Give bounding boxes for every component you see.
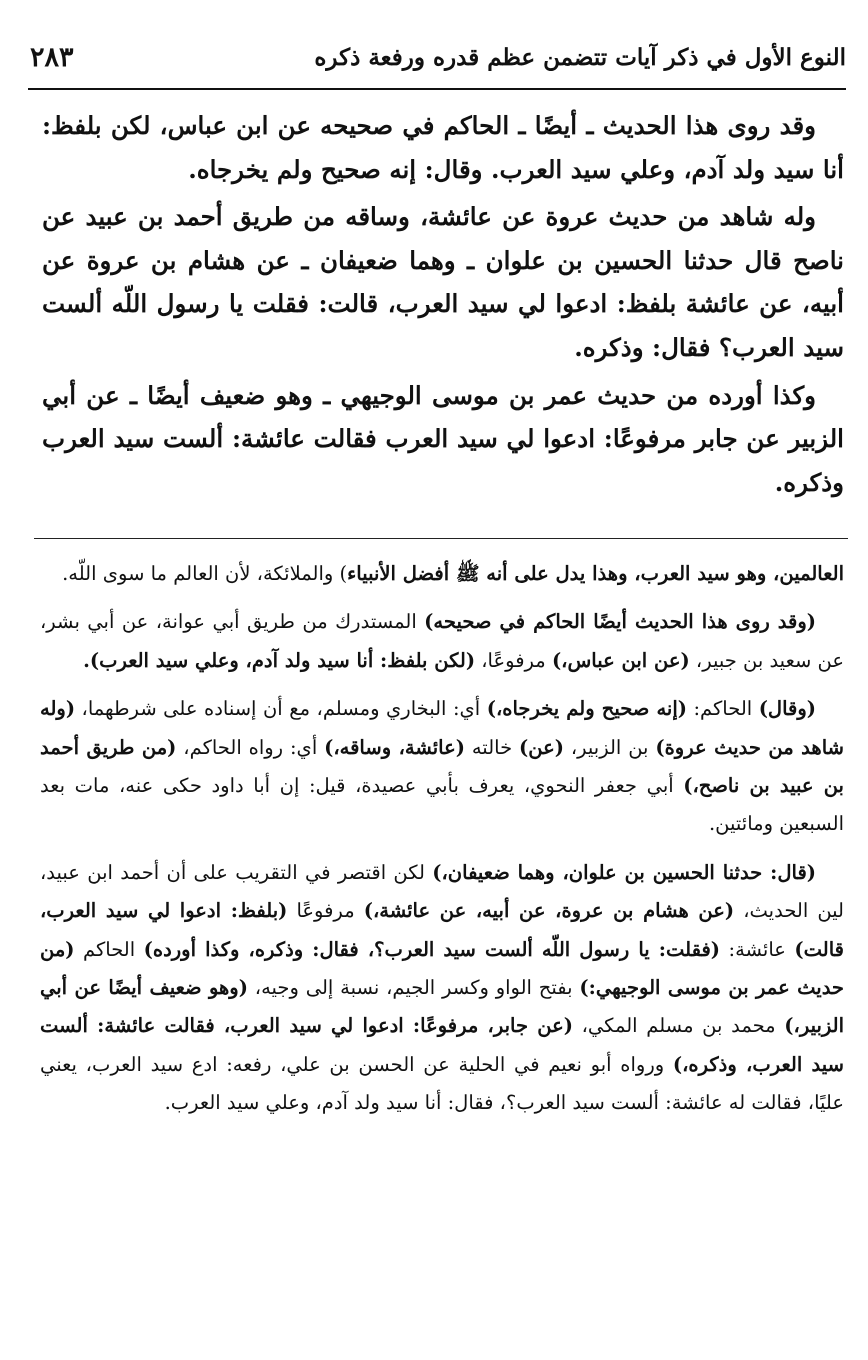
commentary-text: أبي جعفر النحوي، يعرف بأبي عصيدة، قيل: إن أبا داود حكى عنه، مات بعد السبعين ومائتين. (40, 774, 844, 836)
commentary-text: خالته (464, 735, 520, 759)
commentary-quoted-text: (وله شاهد من حديث عروة) (40, 697, 844, 759)
commentary-quoted-text: (عن جابر، مرفوعًا: ادعوا لي سيد العرب، فقالت عائشة: ألست سيد العرب، وذكره،) (40, 1014, 844, 1076)
commentary-text: أي: رواه الحاكم، (176, 735, 325, 759)
page-number: ٢٨٣ (30, 42, 74, 73)
page-header (28, 40, 846, 90)
commentary-text: مرفوعًا، (475, 648, 552, 672)
commentary-text: لكن اقتصر في التقريب على أن أحمد ابن عبيد، لين الحديث، (40, 860, 844, 923)
commentary-text: محمد بن مسلم المكي، (572, 1014, 785, 1038)
commentary-paragraph (40, 854, 844, 1123)
commentary-quoted-text: (لكن بلفظ: أنا سيد ولد آدم، وعلي سيد العرب). (83, 648, 476, 672)
commentary-quoted-text: (وقال) (758, 697, 816, 721)
commentary-quoted-text: العالمين، وهو سيد العرب، وهذا يدل على أنه ﷺ أفضل الأنبياء (347, 562, 844, 585)
running-title: النوع الأول في ذكر آيات تتضمن عظم قدره ورفعة ذكره (314, 44, 846, 71)
commentary-text: بفتح الواو وكسر الجيم، نسبة إلى وجيه، (247, 976, 580, 1000)
section-divider (34, 538, 848, 539)
commentary-paragraph (40, 603, 844, 680)
commentary-text: الحاكم (74, 937, 144, 961)
commentary-text: الحاكم: (686, 697, 759, 721)
commentary-quoted-text: (عن ابن عباس،) (551, 648, 690, 672)
commentary-quoted-text: (وقد روى هذا الحديث أيضًا الحاكم في صحيحه) (424, 610, 816, 634)
commentary-paragraph (40, 690, 844, 844)
commentary-quoted-text: (عائشة، وساقه،) (324, 735, 465, 759)
commentary-quoted-text: (من حديث عمر بن موسى الوجيهي:) (40, 937, 844, 1000)
main-text (42, 104, 844, 504)
commentary-quoted-text: (بلفظ: ادعوا لي سيد العرب، قالت) (40, 899, 845, 961)
main-text-paragraph: وقد روى هذا الحديث ـ أيضًا ـ الحاكم في صحيحه عن ابن عباس، لكن بلفظ: أنا سيد ولد آدم، وعلي سيد العرب. وقال: إنه صحيح ولم يخرجاه. (42, 111, 844, 184)
commentary-text: عائشة: (720, 937, 795, 961)
commentary-text: ورواه أبو نعيم في الحلية عن الحسن بن علي، رفعه: ادع سيد العرب، يعني عليًا، فقالت له عائشة: ألست سيد العرب؟، فقال: أنا سيد ولد آدم، وعلي سيد العرب. (40, 1052, 844, 1115)
commentary-text: أي: البخاري ومسلم، مع أن إسناده على شرطهما، (75, 697, 487, 721)
commentary-text: مرفوعًا (287, 899, 364, 923)
commentary-text: ) والملائكة، لأن العالم ما سوى اللّه. (62, 562, 348, 585)
commentary-quoted-text: (إنه صحيح ولم يخرجاه،) (486, 697, 687, 721)
main-text-paragraph: وله شاهد من حديث عروة عن عائشة، وساقه من طريق أحمد بن عبيد عن ناصح قال حدثنا الحسين بن علوان ـ وهما ضعيفان ـ عن هشام بن عروة عن أبيه، عن عائشة بلفظ: ادعوا لي سيد العرب، قالت: فقلت يا رسول اللّه ألست سيد العرب؟ فقال: وذكره. (42, 202, 844, 362)
commentary-quoted-text: (عن هشام بن عروة، عن أبيه، عن عائشة،) (363, 899, 735, 923)
commentary-quoted-text: (قال: حدثنا الحسين بن علوان، وهما ضعيفان،) (432, 860, 816, 884)
commentary-quoted-text: (من طريق أحمد بن عبيد بن ناصح،) (40, 735, 844, 798)
commentary-paragraph (40, 555, 844, 593)
commentary-quoted-text: (وهو ضعيف أيضًا عن أبي الزبير،) (40, 976, 845, 1038)
commentary (40, 555, 844, 1123)
commentary-quoted-text: (عن) (519, 735, 564, 759)
commentary-text: المستدرك من طريق أبي عوانة، عن أبي بشر، عن سعيد بن جبير، (40, 610, 844, 672)
main-text-paragraph: وكذا أورده من حديث عمر بن موسى الوجيهي ـ وهو ضعيف أيضًا ـ عن أبي الزبير عن جابر مرفوعًا: ادعوا لي سيد العرب فقالت عائشة: ألست سيد العرب وذكره. (42, 380, 844, 497)
commentary-quoted-text: (فقلت: يا رسول اللّه ألست سيد العرب؟، فقال: وذكره، وكذا أورده) (143, 937, 721, 961)
commentary-text: بن الزبير، (563, 735, 656, 759)
